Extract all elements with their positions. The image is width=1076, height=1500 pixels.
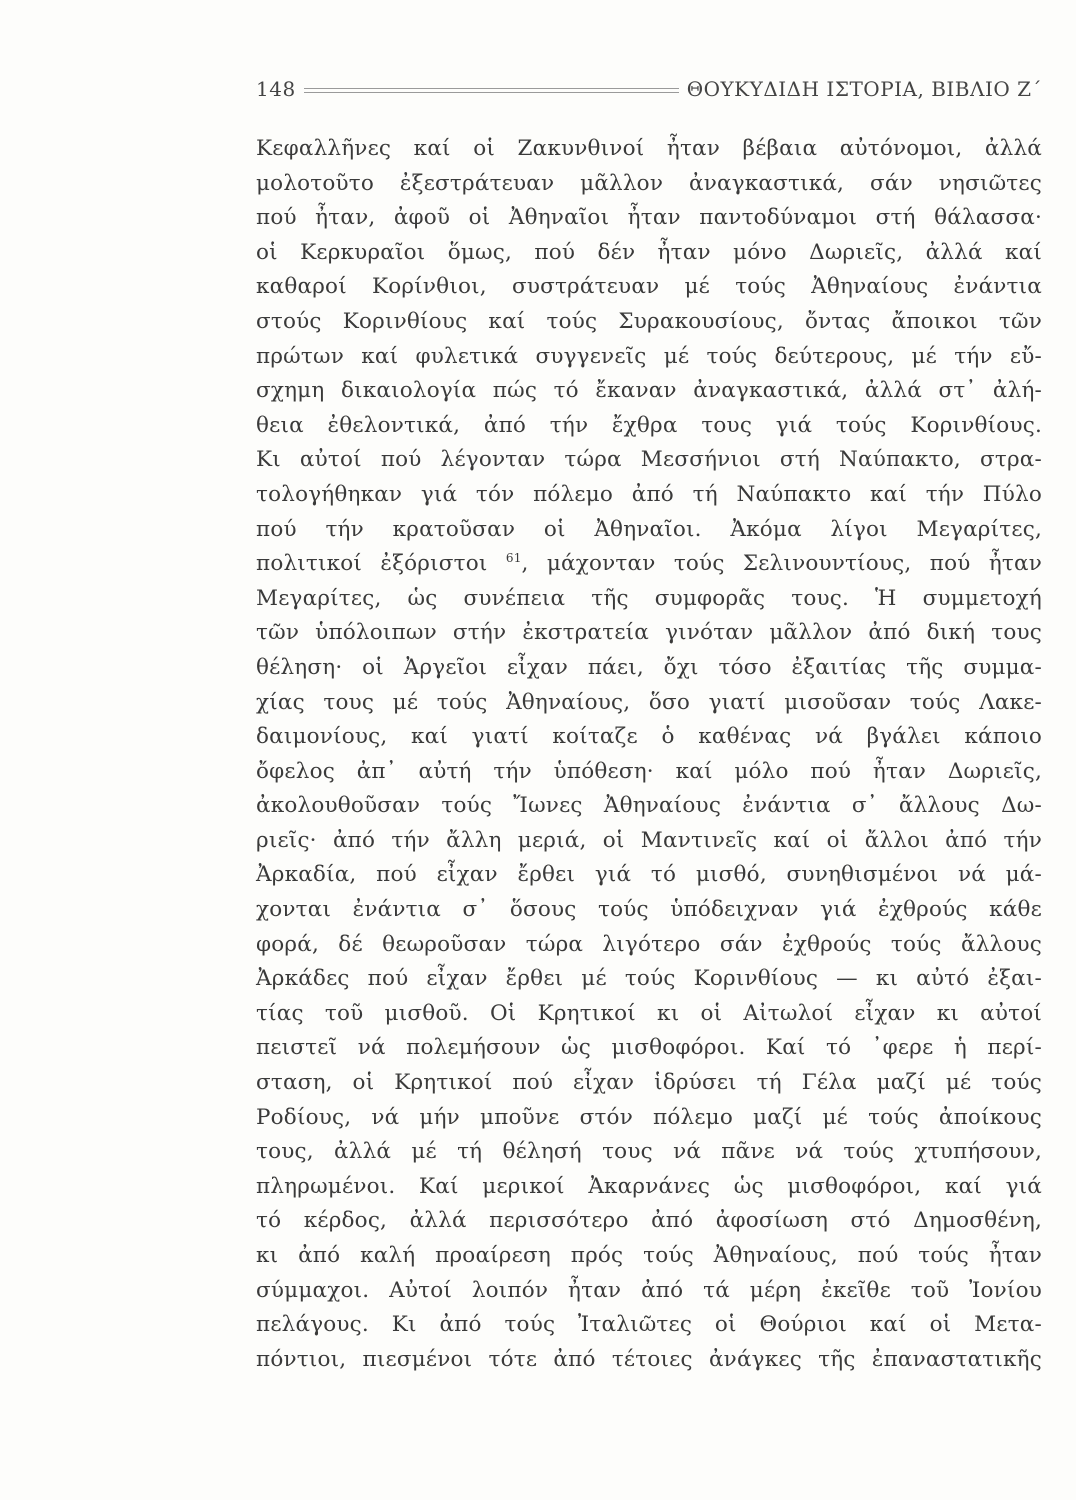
text-line: θεια ἐθελοντικά, ἀπό τήν ἔχθρα τους γιά τούς Κορινθίους. — [256, 412, 1042, 438]
text-line: πού ἦταν, ἀφοῦ οἱ Ἀθηναῖοι ἦταν παντοδύναμοι στή θάλασσα· — [256, 205, 1042, 231]
text-line: τους, ἀλλά μέ τή θέλησή τους νά πᾶνε νά τούς χτυπήσουν, — [256, 1139, 1042, 1165]
footnote-reference[interactable]: 61 — [505, 550, 522, 565]
text-line: φορά, δέ θεωροῦσαν τώρα λιγότερο σάν ἐχθρούς τούς ἄλλους — [256, 931, 1042, 957]
text-line: πόντιοι, πιεσμένοι τότε ἀπό τέτοιες ἀνάγκες τῆς ἐπαναστατικῆς — [256, 1346, 1042, 1372]
header-rule — [304, 88, 679, 93]
text-line: οἱ Κερκυραῖοι ὅμως, πού δέν ἦταν μόνο Δωριεῖς, ἀλλά καί — [256, 239, 1042, 265]
text-line: καθαροί Κορίνθιοι, συστράτευαν μέ τούς Ἀθηναίους ἐνάντια — [256, 274, 1042, 300]
text-line: πληρωμένοι. Καί μερικοί Ἀκαρνάνες ὡς μισθοφόροι, καί γιά — [256, 1173, 1042, 1199]
text-line: χίας τους μέ τούς Ἀθηναίους, ὅσο γιατί μισοῦσαν τούς Λακε- — [256, 689, 1042, 715]
text-line: σχημη δικαιολογία πώς τό ἔκαναν ἀναγκαστικά, ἀλλά στ᾽ ἀλή- — [256, 378, 1042, 404]
text-line: ὄφελος ἀπ᾽ αὐτή τήν ὑπόθεση· καί μόλο πού ἦταν Δωριεῖς, — [256, 758, 1042, 784]
text-line: Κεφαλλῆνες καί οἱ Ζακυνθινοί ἦταν βέβαια αὐτόνομοι, ἀλλά — [256, 136, 1042, 161]
page-number: 148 — [256, 77, 296, 101]
text-line: ἀκολουθοῦσαν τούς Ἴωνες Ἀθηναίους ἐνάντια σ᾽ ἄλλους Δω- — [256, 793, 1042, 819]
text-line: Μεγαρίτες, ὡς συνέπεια τῆς συμφορᾶς τους. Ἡ συμμετοχή — [256, 585, 1042, 611]
text-line: χονται ἐνάντια σ᾽ ὅσους τούς ὑπόδειχναν γιά ἐχθρούς κάθε — [256, 897, 1042, 923]
text-line: δαιμονίους, καί γιατί κοίταζε ὁ καθένας νά βγάλει κάποιο — [256, 724, 1042, 750]
running-title: ΘΟΥΚΥΔΙΔΗ ΙΣΤΟΡΙΑ, ΒΙΒΛΙΟ Ζ΄ — [686, 77, 1042, 101]
text-line: πειστεῖ νά πολεμήσουν ὡς μισθοφόροι. Καί τό ᾽φερε ἡ περί- — [256, 1035, 1042, 1061]
text-line: θέληση· οἱ Ἀργεῖοι εἶχαν πάει, ὄχι τόσο ἐξαιτίας τῆς συμμα- — [256, 654, 1042, 680]
text-line: Ἀρκάδες πού εἶχαν ἔρθει μέ τούς Κορινθίους — κι αὐτό ἐξαι- — [256, 966, 1042, 992]
text-line-with-footnote — [256, 547, 1042, 582]
text-line: τό κέρδος, ἀλλά περισσότερο ἀπό ἀφοσίωση στό Δημοσθένη, — [256, 1208, 1042, 1234]
text-fragment: , μάχονταν τούς Σελινουντίους, πού ἦταν — [521, 551, 1042, 577]
text-fragment: πολιτικοί ἐξόριστοι — [256, 551, 488, 577]
text-line: μολοτοῦτο ἐξεστράτευαν μᾶλλον ἀναγκαστικά, σάν νησιῶτες — [256, 170, 1042, 196]
text-line: Ἀρκαδία, πού εἶχαν ἔρθει γιά τό μισθό, συνηθισμένοι νά μά- — [256, 862, 1042, 888]
page-header — [256, 74, 1042, 104]
text-line: τίας τοῦ μισθοῦ. Οἱ Κρητικοί κι οἱ Αἰτωλοί εἶχαν κι αὐτοί — [256, 1000, 1042, 1026]
text-line: Ροδίους, νά μήν μποῦνε στόν πόλεμο μαζί μέ τούς ἀποίκους — [256, 1104, 1042, 1130]
text-line: σύμμαχοι. Αὐτοί λοιπόν ἦταν ἀπό τά μέρη ἐκεῖθε τοῦ Ἰονίου — [256, 1277, 1042, 1303]
body-text — [256, 132, 1042, 1377]
text-line: τῶν ὑπόλοιπων στήν ἐκστρατεία γινόταν μᾶλλον ἀπό δική τους — [256, 620, 1042, 646]
text-line: Κι αὐτοί πού λέγονταν τώρα Μεσσήνιοι στή Ναύπακτο, στρα- — [256, 447, 1042, 473]
text-line: πελάγους. Κι ἀπό τούς Ἰταλιῶτες οἱ Θούριοι καί οἱ Μετα- — [256, 1312, 1042, 1338]
text-line: κι ἀπό καλή προαίρεση πρός τούς Ἀθηναίους, πού τούς ἦταν — [256, 1243, 1042, 1268]
text-line: τολογήθηκαν γιά τόν πόλεμο ἀπό τή Ναύπακτο καί τήν Πύλο — [256, 481, 1042, 507]
text-line: ριεῖς· ἀπό τήν ἄλλη μεριά, οἱ Μαντινεῖς καί οἱ ἄλλοι ἀπό τήν — [256, 827, 1042, 853]
text-line: στούς Κορινθίους καί τούς Συρακουσίους, ὄντας ἄποικοι τῶν — [256, 308, 1042, 334]
text-line: σταση, οἱ Κρητικοί πού εἶχαν ἱδρύσει τή Γέλα μαζί μέ τούς — [256, 1070, 1042, 1096]
text-line: πού τήν κρατοῦσαν οἱ Ἀθηναῖοι. Ἀκόμα λίγοι Μεγαρίτες, — [256, 516, 1042, 542]
text-line: πρώτων καί φυλετικά συγγενεῖς μέ τούς δεύτερους, μέ τήν εὔ- — [256, 343, 1042, 369]
